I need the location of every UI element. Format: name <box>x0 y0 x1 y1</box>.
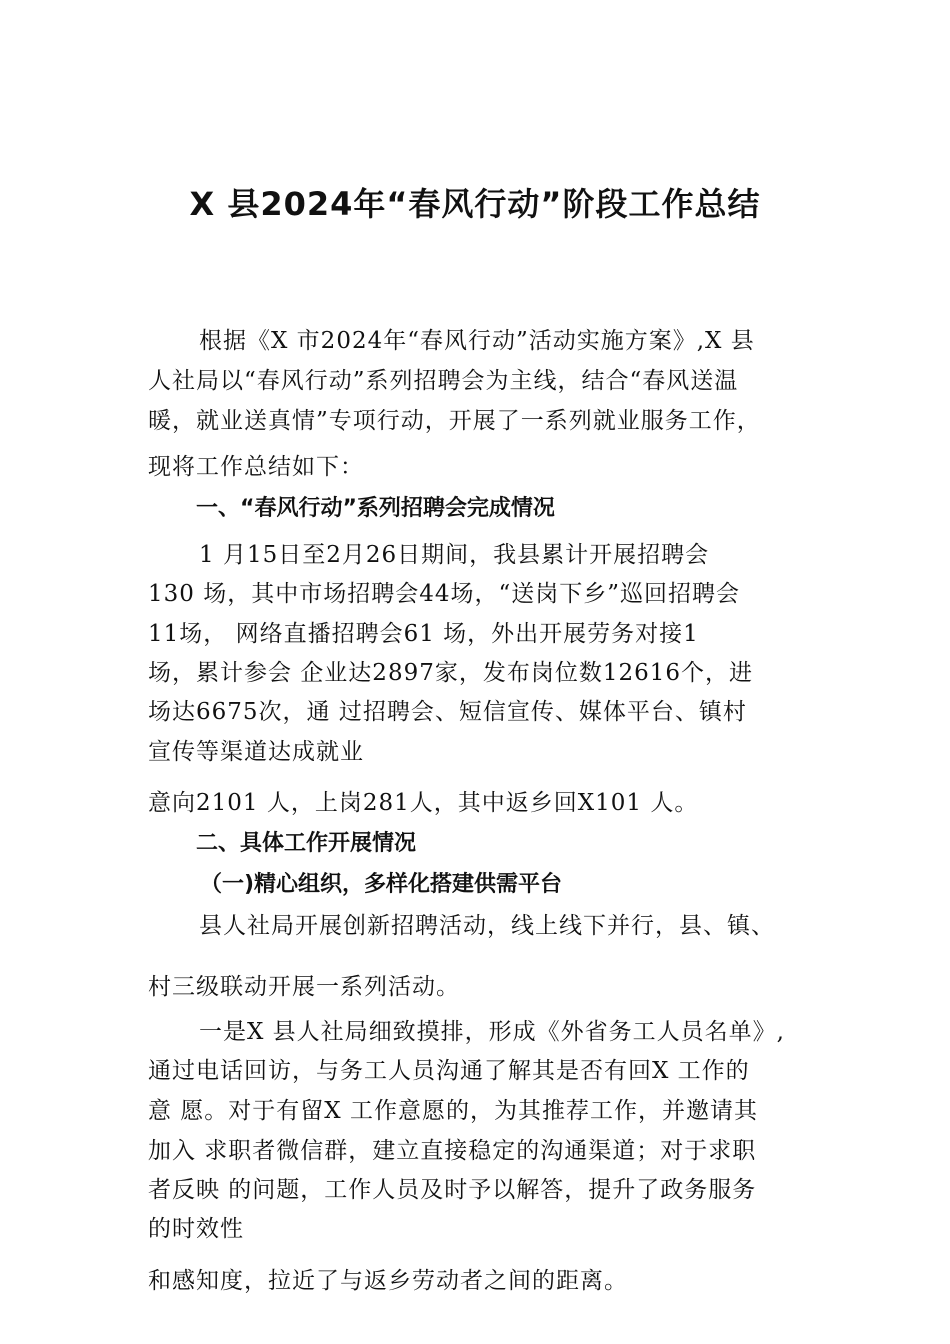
section2-para-line-3: 意 愿。对于有留X 工作意愿的，为其推荐工作，并邀请其 <box>148 1098 758 1124</box>
section2-para-line-4: 加入 求职者微信群，建立直接稳定的沟通渠道；对于求职 <box>148 1138 757 1164</box>
document-title: X 县2024年“春风行动”阶段工作总结 <box>189 185 761 223</box>
section2-sub1-line-1: 县人社局开展创新招聘活动，线上线下并行，县、镇、 <box>199 913 775 939</box>
intro-line-1: 根据《X 市2024年“春风行动”活动实施方案》,X 县 <box>199 328 755 354</box>
section2-para-line-7: 和感知度，拉近了与返乡劳动者之间的距离。 <box>148 1268 628 1294</box>
section1-line-4: 场，累计参会 企业达2897家，发布岗位数12616个，进 <box>148 660 754 686</box>
section1-line-6: 宣传等渠道达成就业 <box>148 739 364 765</box>
section1-line-2: 130 场，其中市场招聘会44场，“送岗下乡”巡回招聘会 <box>148 581 740 607</box>
section2-para-line-5: 者反映 的问题，工作人员及时予以解答，提升了政务服务 <box>148 1177 757 1203</box>
section2-sub1-heading: （一)精心组织，多样化搭建供需平台 <box>200 872 563 897</box>
intro-line-4: 现将工作总结如下： <box>148 454 364 480</box>
intro-line-3: 暖，就业送真情”专项行动，开展了一系列就业服务工作， <box>148 408 761 434</box>
section1-line-5: 场达6675次，通 过招聘会、短信宣传、媒体平台、镇村 <box>148 699 747 725</box>
section2-para-line-2: 通过电话回访，与务工人员沟通了解其是否有回X 工作的 <box>148 1058 750 1084</box>
section2-para-line-6: 的时效性 <box>148 1216 244 1242</box>
section1-line-3: 11场， 网络直播招聘会61 场，外出开展劳务对接1 <box>148 621 699 647</box>
section1-line-1: 1 月15日至2月26日期间，我县累计开展招聘会 <box>199 542 710 568</box>
intro-line-2: 人社局以“春风行动”系列招聘会为主线，结合“春风送温 <box>148 368 739 394</box>
section1-heading: 一、“春风行动”系列招聘会完成情况 <box>196 496 555 521</box>
section2-heading: 二、具体工作开展情况 <box>196 831 417 856</box>
section1-line-7: 意向2101 人，上岗281人，其中返乡回X101 人。 <box>148 790 699 816</box>
section2-para-line-1: 一是X 县人社局细致摸排，形成《外省务工人员名单》, <box>199 1019 785 1045</box>
section2-sub1-line-2: 村三级联动开展一系列活动。 <box>148 974 460 1000</box>
